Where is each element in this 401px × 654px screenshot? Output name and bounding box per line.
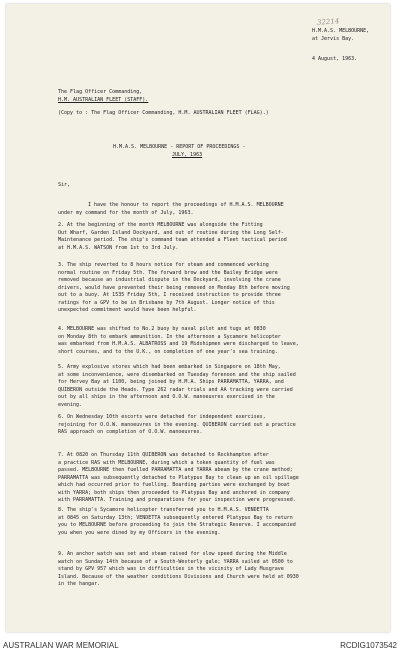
- paragraph-4-line: 4. MELBOURNE was shifted to No.2 buoy by naval pilot and tugs at 0830: [58, 326, 266, 332]
- paragraph-5-line: evening.: [58, 401, 83, 408]
- paragraph-9-line: 9. An anchor watch was set and steam raised for slow speed during the Middle: [58, 551, 287, 557]
- archive-reference-stamp: 32214: [316, 17, 340, 27]
- paragraph-9-line: watch on Sunday 14th because of a South-Westerly gale; YARRA sailed at 0500 to: [58, 558, 293, 565]
- paragraph-3-line: removed because an industrial dispute in the Dockyard, involving the crane: [58, 277, 281, 283]
- paragraph-5-line: for Hervey Bay at 1100, being joined by H.M.A. Ships PARRAMATTA, YARRA, and: [58, 379, 284, 385]
- paragraph-7-line: passed. MELBOURNE then fuelled PARRAMATTA and YARRA abeam by the crane method;: [58, 467, 293, 473]
- paragraph-1-line: I have the honour to report the proceedings of H.M.A.S. MELBOURNE: [88, 202, 284, 208]
- paragraph-9-line: Island. Because of the weather conditions Divisions and Church were held at 0930: [58, 573, 299, 580]
- copy-to-line: (Copy to : The Flag Officer Commanding, H.M. AUSTRALIAN FLEET (FLAG).): [58, 110, 269, 116]
- paragraph-2-line: 2. At the beginning of the month MELBOURNE was alongside the Fitting: [58, 222, 263, 228]
- document-page: [6, 4, 390, 632]
- paragraph-3-line: ratings for a GPV to be in Brisbane by 7th August. Longer notice of this: [58, 299, 275, 306]
- paragraph-3-line: normal routine on Friday 5th. The forward brow and the Bailey Bridge were: [58, 269, 278, 276]
- report-title-month: JULY, 1963: [172, 152, 203, 158]
- paragraph-5-line: QUIBERON outside the Heads. Type 262 radar trials and AA tracking were carried: [58, 386, 293, 393]
- paragraph-8-line: you to MELBOURNE before proceeding to join the Strategic Reserve. I accompanied: [58, 522, 296, 528]
- paragraph-6-line: 6. On Wednesday 10th escorts were detached for independent exercises,: [58, 414, 266, 420]
- paragraph-1-line: under my command for the month of July, 1963.: [58, 209, 194, 216]
- paragraph-7-line: a practice RAS with MELBOURNE, during which a token quantity of fuel was: [58, 459, 275, 466]
- report-title: H.M.A.S. MELBOURNE - REPORT OF PROCEEDINGS -: [113, 144, 246, 150]
- addressee-line-2: H.M. AUSTRALIAN FLEET (STAFF).: [58, 97, 149, 103]
- paragraph-9-line: stand by GPV 957 which was in difficulties in the vicinity of Lady Musgrave: [58, 566, 284, 572]
- paragraph-8-line: you when you were dined by my Officers in the evening.: [58, 529, 221, 536]
- footer-bar: [0, 634, 401, 654]
- paragraph-4-line: short courses, and to the U.K., on completion of one year's sea training.: [58, 348, 278, 355]
- paragraph-3-line: out to a buoy. At 1535 Friday 5th, I received instruction to provide three: [58, 292, 281, 298]
- paragraph-8-line: 8. The ship's Sycamore helicopter transferred you to H.M.A.S. VENDETTA: [58, 507, 269, 513]
- paragraph-7-line: with PARRAMATTA. Training and preparations for your inspection were progressed.: [58, 497, 296, 503]
- paragraph-4-line: was embarked from H.M.A.S. ALBATROSS and 19 Midshipmen were discharged to leave,: [58, 341, 299, 347]
- paragraph-7-line: PARRAMATTA was subsequently detached to Platypus Bay to clean up an oil spillage: [58, 474, 299, 481]
- paragraph-5-line: at some inconvenience, were disembarked on Tuesday forenoon and the ship sailed: [58, 371, 296, 378]
- paragraph-5-line: out by all ships in the afternoon and O.O.W. manoeuvres exercised in the: [58, 394, 275, 400]
- letter-date: 4 August, 1963.: [312, 56, 358, 62]
- paragraph-3-line: unexpected commitment would have been helpful.: [58, 307, 197, 313]
- footer-source: AUSTRALIAN WAR MEMORIAL: [3, 641, 119, 650]
- paragraph-7-line: with YARRA; both ships then proceeded to Platypus Bay and anchored in company: [58, 489, 290, 496]
- paragraph-8-line: at 0845 on Saturday 13th; VENDETTA subsequently entered Platypus Bay to return: [58, 514, 293, 521]
- paragraph-2-line: at H.M.A.S. WATSON from 1st to 3rd July.: [58, 244, 179, 251]
- paragraph-3-line: drivers, would have prevented their being removed on Monday 8th before moving: [58, 284, 290, 291]
- paragraph-2-line: Out Wharf, Garden Island Dockyard, and out of routine during the Long Self-: [58, 229, 284, 236]
- paragraph-6-line: RAS approach on completion of O.O.W. manoeuvres.: [58, 429, 203, 435]
- ship-location: at Jervis Bay.: [312, 36, 355, 42]
- paragraph-7-line: 7. At 0820 on Thursday 11th QUIBERON was detached to Rockhampton after: [58, 452, 269, 458]
- salutation: Sir,: [58, 182, 71, 188]
- paragraph-5-line: 5. Army explosive stores which had been embarked in Singapore on 18th May,: [58, 364, 281, 370]
- paragraph-7-line: which had occurred prior to fuelling. Boarding parties were exchanged by boat: [58, 482, 290, 488]
- paragraph-3-line: 3. The ship reverted to 8 hours notice for steam and commenced working: [58, 262, 269, 268]
- ship-name: H.M.A.S. MELBOURNE,: [312, 28, 370, 34]
- paragraph-4-line: on Monday 8th to embark ammunition. In the afternoon a Sycamore helicopter: [58, 333, 281, 340]
- paragraph-2-line: Maintenance period. The ship's command team attended a Fleet tactical period: [58, 237, 287, 243]
- footer-record-id: RCDIG1073542: [340, 641, 397, 650]
- paragraph-6-line: rejoining for O.O.W. manoeuvres in the evening. QUIBERON carried out a practice: [58, 421, 296, 428]
- addressee-line-1: The Flag Officer Commanding,: [58, 89, 143, 95]
- paragraph-9-line: in the hangar.: [58, 581, 101, 587]
